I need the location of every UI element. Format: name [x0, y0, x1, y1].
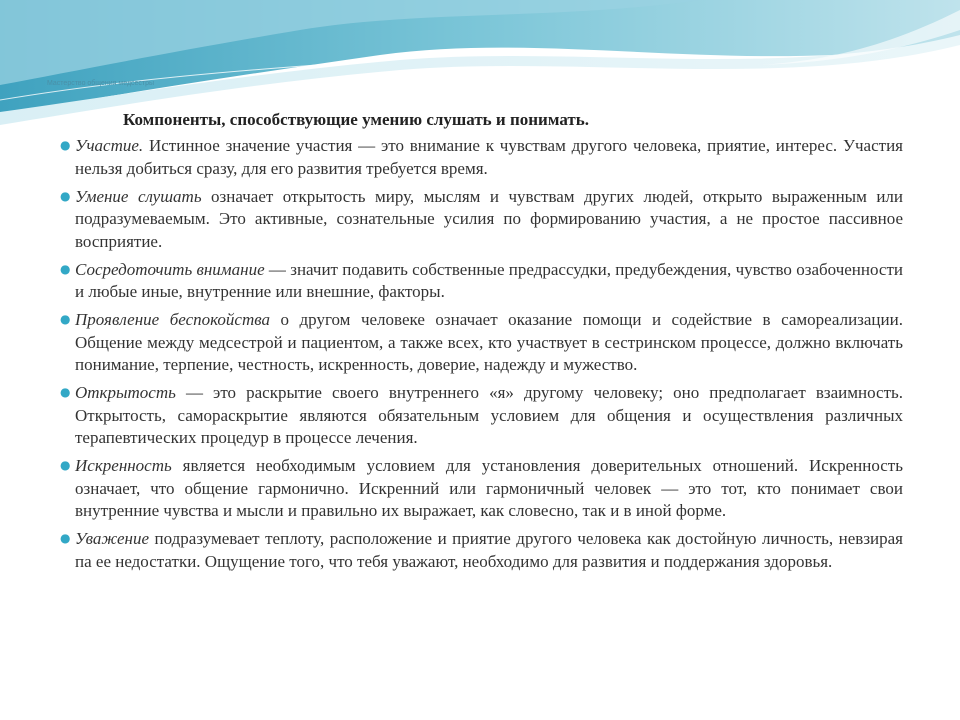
list-item	[60, 135, 903, 180]
bullet-icon: ●	[60, 312, 71, 326]
list-item-text	[75, 135, 903, 180]
bullet-icon: ●	[60, 531, 71, 545]
bullet-icon: ●	[60, 261, 71, 276]
list-item-text	[75, 309, 903, 377]
definition: является необходимым условием для установления доверительных отношений. Искренность означает, что общение гармонично. Искренний или гармоничный человек — это тот, кто понимает свои внутренние чувства и мысли и правильно их выражает, как словесно, так и в иной форме.	[75, 456, 903, 520]
list-item	[60, 309, 903, 377]
list-item	[60, 259, 903, 304]
bullet-icon: ●	[60, 138, 71, 152]
term: Проявление беспокойства	[75, 310, 271, 329]
list-item-text	[75, 455, 903, 523]
slide-subtitle: Мастерство общения медсестры	[47, 80, 155, 87]
definition: о другом человеке означает оказание помощи и содействие в самореализации. Общение между медсестрой и пациентом, а также всех, кто участвует в сестринском процессе, должно включать понимание, терпение, честность, искренность, доверие, надежду и мужество.	[75, 310, 903, 374]
list-item-text	[75, 528, 903, 573]
definition: подразумевает теплоту, расположение и приятие другого человека как достойную личность, невзирая па ее недостатки. Ощущение того, что тебя уважают, необходимо для развития и поддержания здоровья.	[75, 529, 903, 571]
bullet-icon: ●	[60, 188, 71, 203]
bullet-icon: ●	[60, 458, 71, 472]
list-item	[60, 186, 903, 254]
bullet-icon: ●	[60, 385, 71, 399]
list-item	[60, 528, 903, 573]
term: Уважение	[75, 529, 150, 548]
term: Сосредоточить внимание	[75, 259, 265, 279]
term: Участие.	[75, 136, 144, 155]
definition: Истинное значение участия — это внимание к чувствам другого человека, приятие, интерес. Участия нельзя добиться сразу, для его развития требуется время.	[75, 136, 903, 178]
list-item-text	[75, 259, 903, 304]
definition: — значит подавить собственные предрассудки, предубеждения, чувство озабоченности и любые иные, внутренние или внешние, факторы.	[75, 259, 903, 301]
term: Искренность	[75, 456, 172, 475]
list-item	[60, 382, 903, 450]
list-item	[60, 455, 903, 523]
bullet-list	[60, 135, 903, 579]
list-item-text	[75, 186, 903, 254]
list-item-text	[75, 382, 903, 450]
term: Открытость	[75, 383, 176, 402]
definition: означает открытость миру, мыслям и чувствам других людей, открыто выраженным или подразумеваемым. Это активные, сознательные усилия по формированию участия, а не простое пассивное восприятие.	[75, 186, 903, 251]
definition: — это раскрытие своего внутреннего «я» другому человеку; оно предполагает взаимность. Открытость, самораскрытие являются обязательным условием для общения и осуществления различных терапевтических процедур в процессе лечения.	[75, 383, 903, 447]
term: Умение слушать	[75, 186, 202, 206]
slide-heading: Компоненты, способствующие умению слушать и понимать.	[123, 110, 589, 129]
